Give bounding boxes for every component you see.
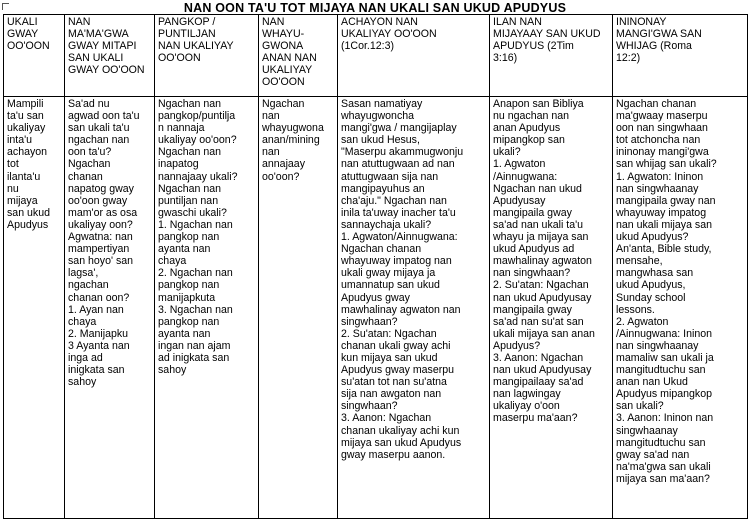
- table-cell: Ngachan nan whayugwona anan/mining nan annajaay oo'oon?: [259, 97, 338, 519]
- header-cell: NAN WHAYU- GWONA ANAN NAN UKALIYAY OO'OON: [259, 15, 338, 97]
- table-header-row: [4, 15, 748, 97]
- header-cell: ININONAY MANGI'GWA SAN WHIJAG (Roma 12:2): [613, 15, 748, 97]
- header-cell: ACHAYON NAN UKALIYAY OO'OON (1Cor.12:3): [338, 15, 490, 97]
- header-cell: PANGKOP / PUNTILJAN NAN UKALIYAY OO'OON: [155, 15, 259, 97]
- header-cell: NAN MA'MA'GWA GWAY MITAPI SAN UKALI GWAY OO'OON: [65, 15, 155, 97]
- page-title: NAN OON TA'U TOT MIJAYA NAN UKALI SAN UKUD APUDYUS: [183, 1, 567, 15]
- table-cell: Ngachan nan pangkop/puntilja n nannaja ukaliyay oo'oon? Ngachan nan inapatog nannajaay ukali? Ngachan nan puntiljan nan gwaschi ukali? 1. Ngachan nan pangkop nan ayanta nan chaya 2. Ngachan nan pangkop nan manijapkuta 3. Ngachan nan pangkop nan ayanta nan ingan nan ajam ad inigkata san sahoy: [155, 97, 259, 519]
- table-cell: Sa'ad nu agwad oon ta'u san ukali ta'u ngachan nan oon ta'u? Ngachan chanan napatog gway oo'oon gway mam'or as osa ukaliyay oon? Agwatna: nan mampertiyan san hoyo' san lagsa', ngachan chanan oon? 1. Ayan nan chaya 2. Manijapku 3 Ayanta nan inga ad inigkata san sahoy: [65, 97, 155, 519]
- table-cell: Mampili ta'u san ukaliyay inta'u achayon tot ilanta'u nu mijaya san ukud Apudyus: [4, 97, 65, 519]
- header-cell: ILAN NAN MIJAYAAY SAN UKUD APUDYUS (2Tim 3:16): [490, 15, 613, 97]
- header-cell: UKALI GWAY OO'OON: [4, 15, 65, 97]
- table-row: [4, 97, 748, 519]
- lesson-table: [3, 14, 748, 519]
- table-cell: Anapon san Bibliya nu ngachan nan anan Apudyus mipangkop san ukali? 1. Agwaton /Ainnugwana: Ngachan nan ukud Apudyusay mangipaila gway sa'ad nan ukali ta'u whayu ja mijaya san ukud Apudyus ad mawhalinay agwaton nan singwhaan? 2. Su'atan: Ngachan nan ukud Apudyusay mangipaila gway sa'ad nan su'at san ukali mijaya san anan Apudyus? 3. Aanon: Ngachan nan ukud Apudyusay mangipailaay sa'ad nan lagwingay ukaliyay o'oon maserpu ma'aan?: [490, 97, 613, 519]
- table-cell: Sasan namatiyay whayugwoncha mangi'gwa / mangijaplay san ukud Hesus, "Maserpu akammugwonju nan atuttugwaan ad nan atuttugwaan sija nan mangipayuhus an cha'aju." Ngachan nan inila ta'uway inacher ta'u sannaychaja ukali? 1. Agwaton/Ainnugwana: Ngachan chanan whayuway impatog nan ukali gway mijaya ja umannatup san ukud Apudyus gway mawhalinay agwaton nan singwhaan? 2. Su'atan: Ngachan chanan ukali gway achi kun mijaya san ukud Apudyus gway maserpu su'atan tot nan su'atna sija nan awgaton nan singwhaan? 3. Aanon: Ngachan chanan ukaliyay achi kun mijaya san ukud Apudyus gway maserpu aanon.: [338, 97, 490, 519]
- table-cell: Ngachan chanan ma'gwaay maserpu oon nan singwhaan tot atchoncha nan ininonay mangi'gwa san whijag san ukali? 1. Agwaton: Ininon nan singwhaanay mangipaila gway nan whayuway impatog nan ukali mijaya san ukud Apudyus? An'anta, Bible study, mensahe, mangwhasa san ukud Apudyus, Sunday school lessons. 2. Agwaton /Ainnugwana: Ininon nan singwhaanay mamaliw san ukali ja mangitudtuchu san anan nan Ukud Apudyus mipangkop san ukali? 3. Aanon: Ininon nan singwhaanay mangitudtuchu san gway sa'ad nan na'ma'gwa san ukali mijaya san ma'aan?: [613, 97, 748, 519]
